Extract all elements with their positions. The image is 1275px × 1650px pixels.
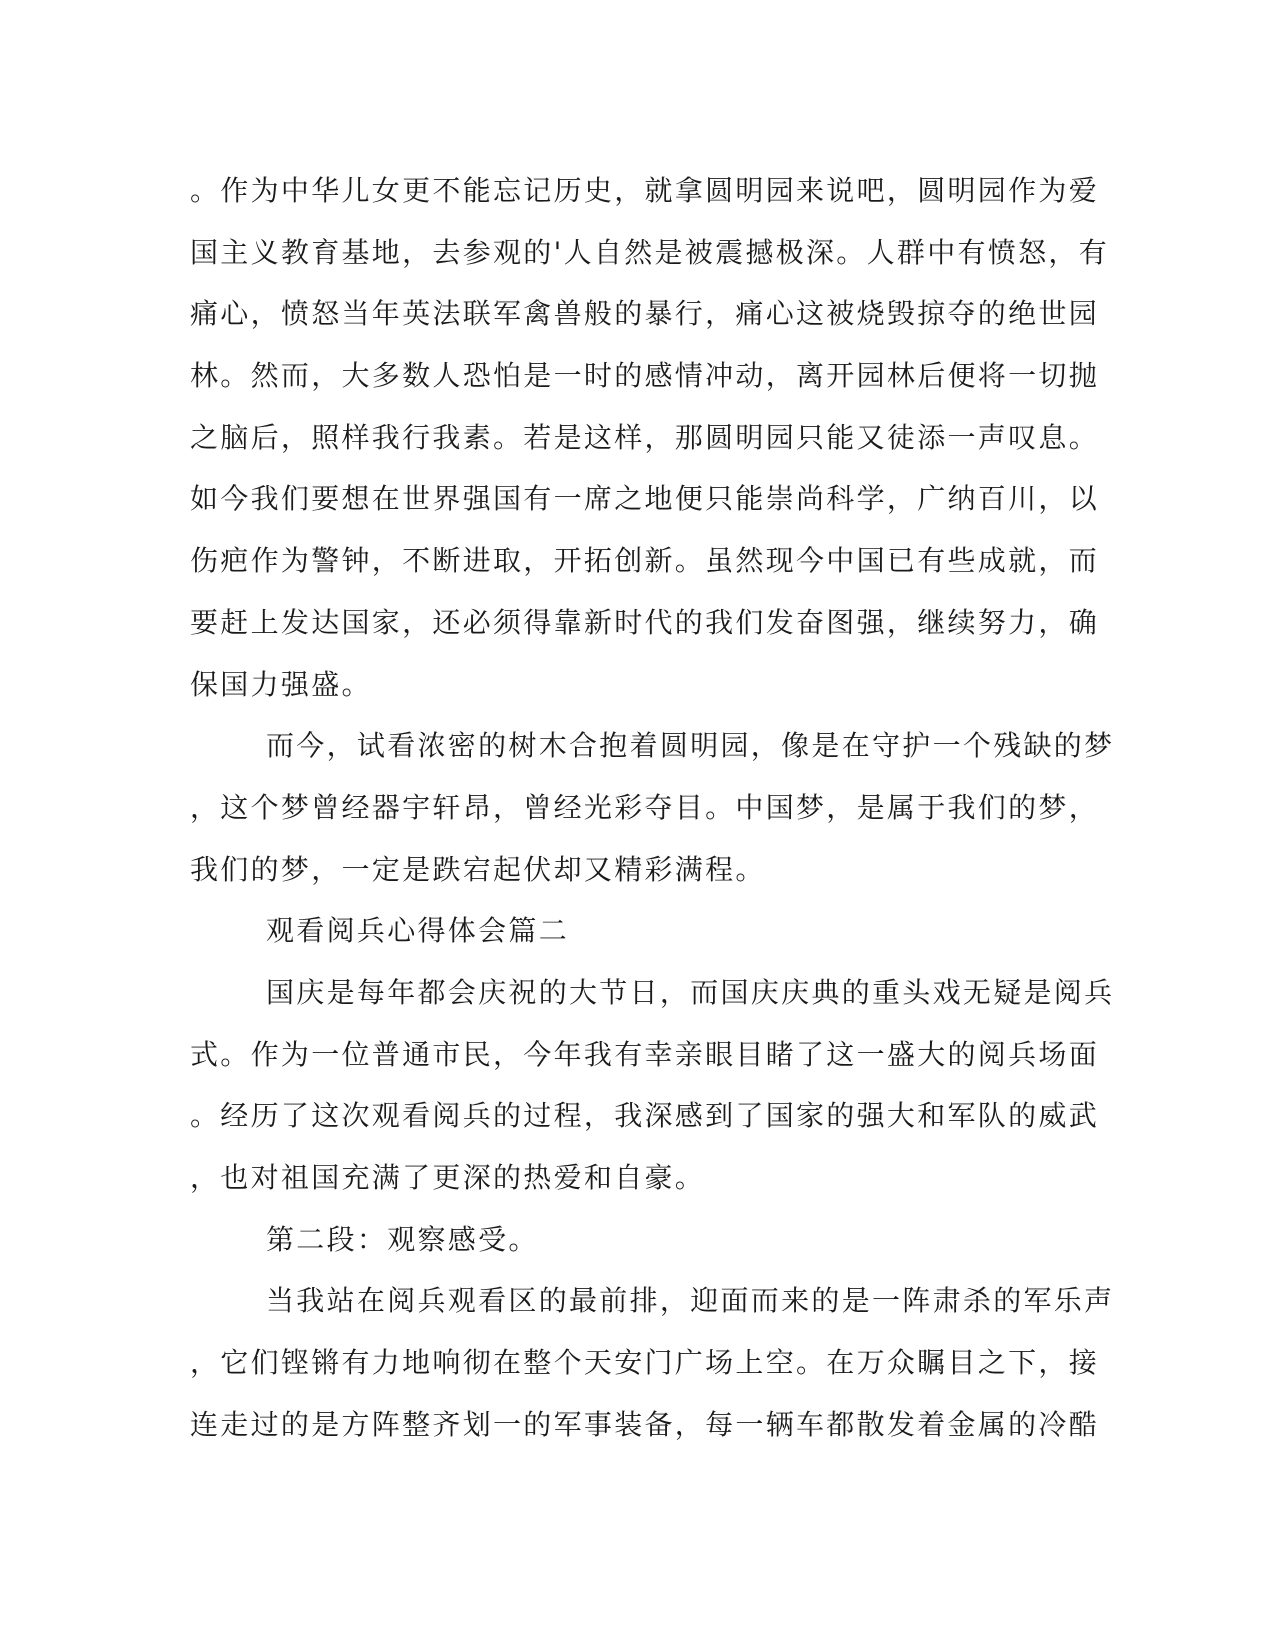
paragraph-line: 我们的梦，一定是跌宕起伏却又精彩满程。 (190, 852, 766, 886)
section-heading: 第二段：观察感受。 (266, 1222, 539, 1256)
paragraph-line: 连走过的是方阵整齐划一的军事装备，每一辆车都散发着金属的冷酷 (190, 1407, 1100, 1441)
body-text (190, 160, 1115, 1455)
paragraph-line: 。经历了这次观看阅兵的过程，我深感到了国家的强大和军队的威武 (190, 1099, 1100, 1133)
paragraph-line: 痛心，愤怒当年英法联军禽兽般的暴行，痛心这被烧毁掠夺的绝世园 (190, 297, 1100, 331)
section-heading: 观看阅兵心得体会篇二 (266, 914, 570, 948)
paragraph-line: ，它们铿锵有力地响彻在整个天安门广场上空。在万众瞩目之下，接 (190, 1346, 1100, 1380)
paragraph-line: 。作为中华儿女更不能忘记历史，就拿圆明园来说吧，圆明园作为爱 (190, 174, 1100, 207)
paragraph-line: 林。然而，大多数人恐怕是一时的感情冲动，离开园林后便将一切抛 (190, 359, 1100, 393)
paragraph-line: 伤疤作为警钟，不断进取，开拓创新。虽然现今中国已有些成就，而 (190, 544, 1100, 578)
paragraph-line: 要赶上发达国家，还必须得靠新时代的我们发奋图强，继续努力，确 (190, 605, 1100, 639)
paragraph-line: ，也对祖国充满了更深的热爱和自豪。 (190, 1161, 706, 1194)
paragraph-line: 保国力强盛。 (190, 667, 372, 701)
paragraph-line: 之脑后，照样我行我素。若是这样，那圆明园只能又徒添一声叹息。 (190, 420, 1100, 454)
paragraph-line: ，这个梦曾经器宇轩昂，曾经光彩夺目。中国梦，是属于我们的梦， (190, 790, 1100, 824)
paragraph-line: 国主义教育基地，去参观的'人自然是被震撼极深。人群中有愤怒，有 (190, 235, 1110, 269)
paragraph-line: 如今我们要想在世界强国有一席之地便只能崇尚科学，广纳百川，以 (190, 482, 1100, 516)
paragraph-line: 式。作为一位普通市民，今年我有幸亲眼目睹了这一盛大的阅兵场面 (190, 1037, 1100, 1071)
paragraph-line: 而今，试看浓密的树木合抱着圆明园，像是在守护一个残缺的梦 (266, 729, 1115, 763)
paragraph-line: 当我站在阅兵观看区的最前排，迎面而来的是一阵肃杀的军乐声 (266, 1284, 1115, 1318)
paragraph-line: 国庆是每年都会庆祝的大节日，而国庆庆典的重头戏无疑是阅兵 (266, 975, 1115, 1009)
